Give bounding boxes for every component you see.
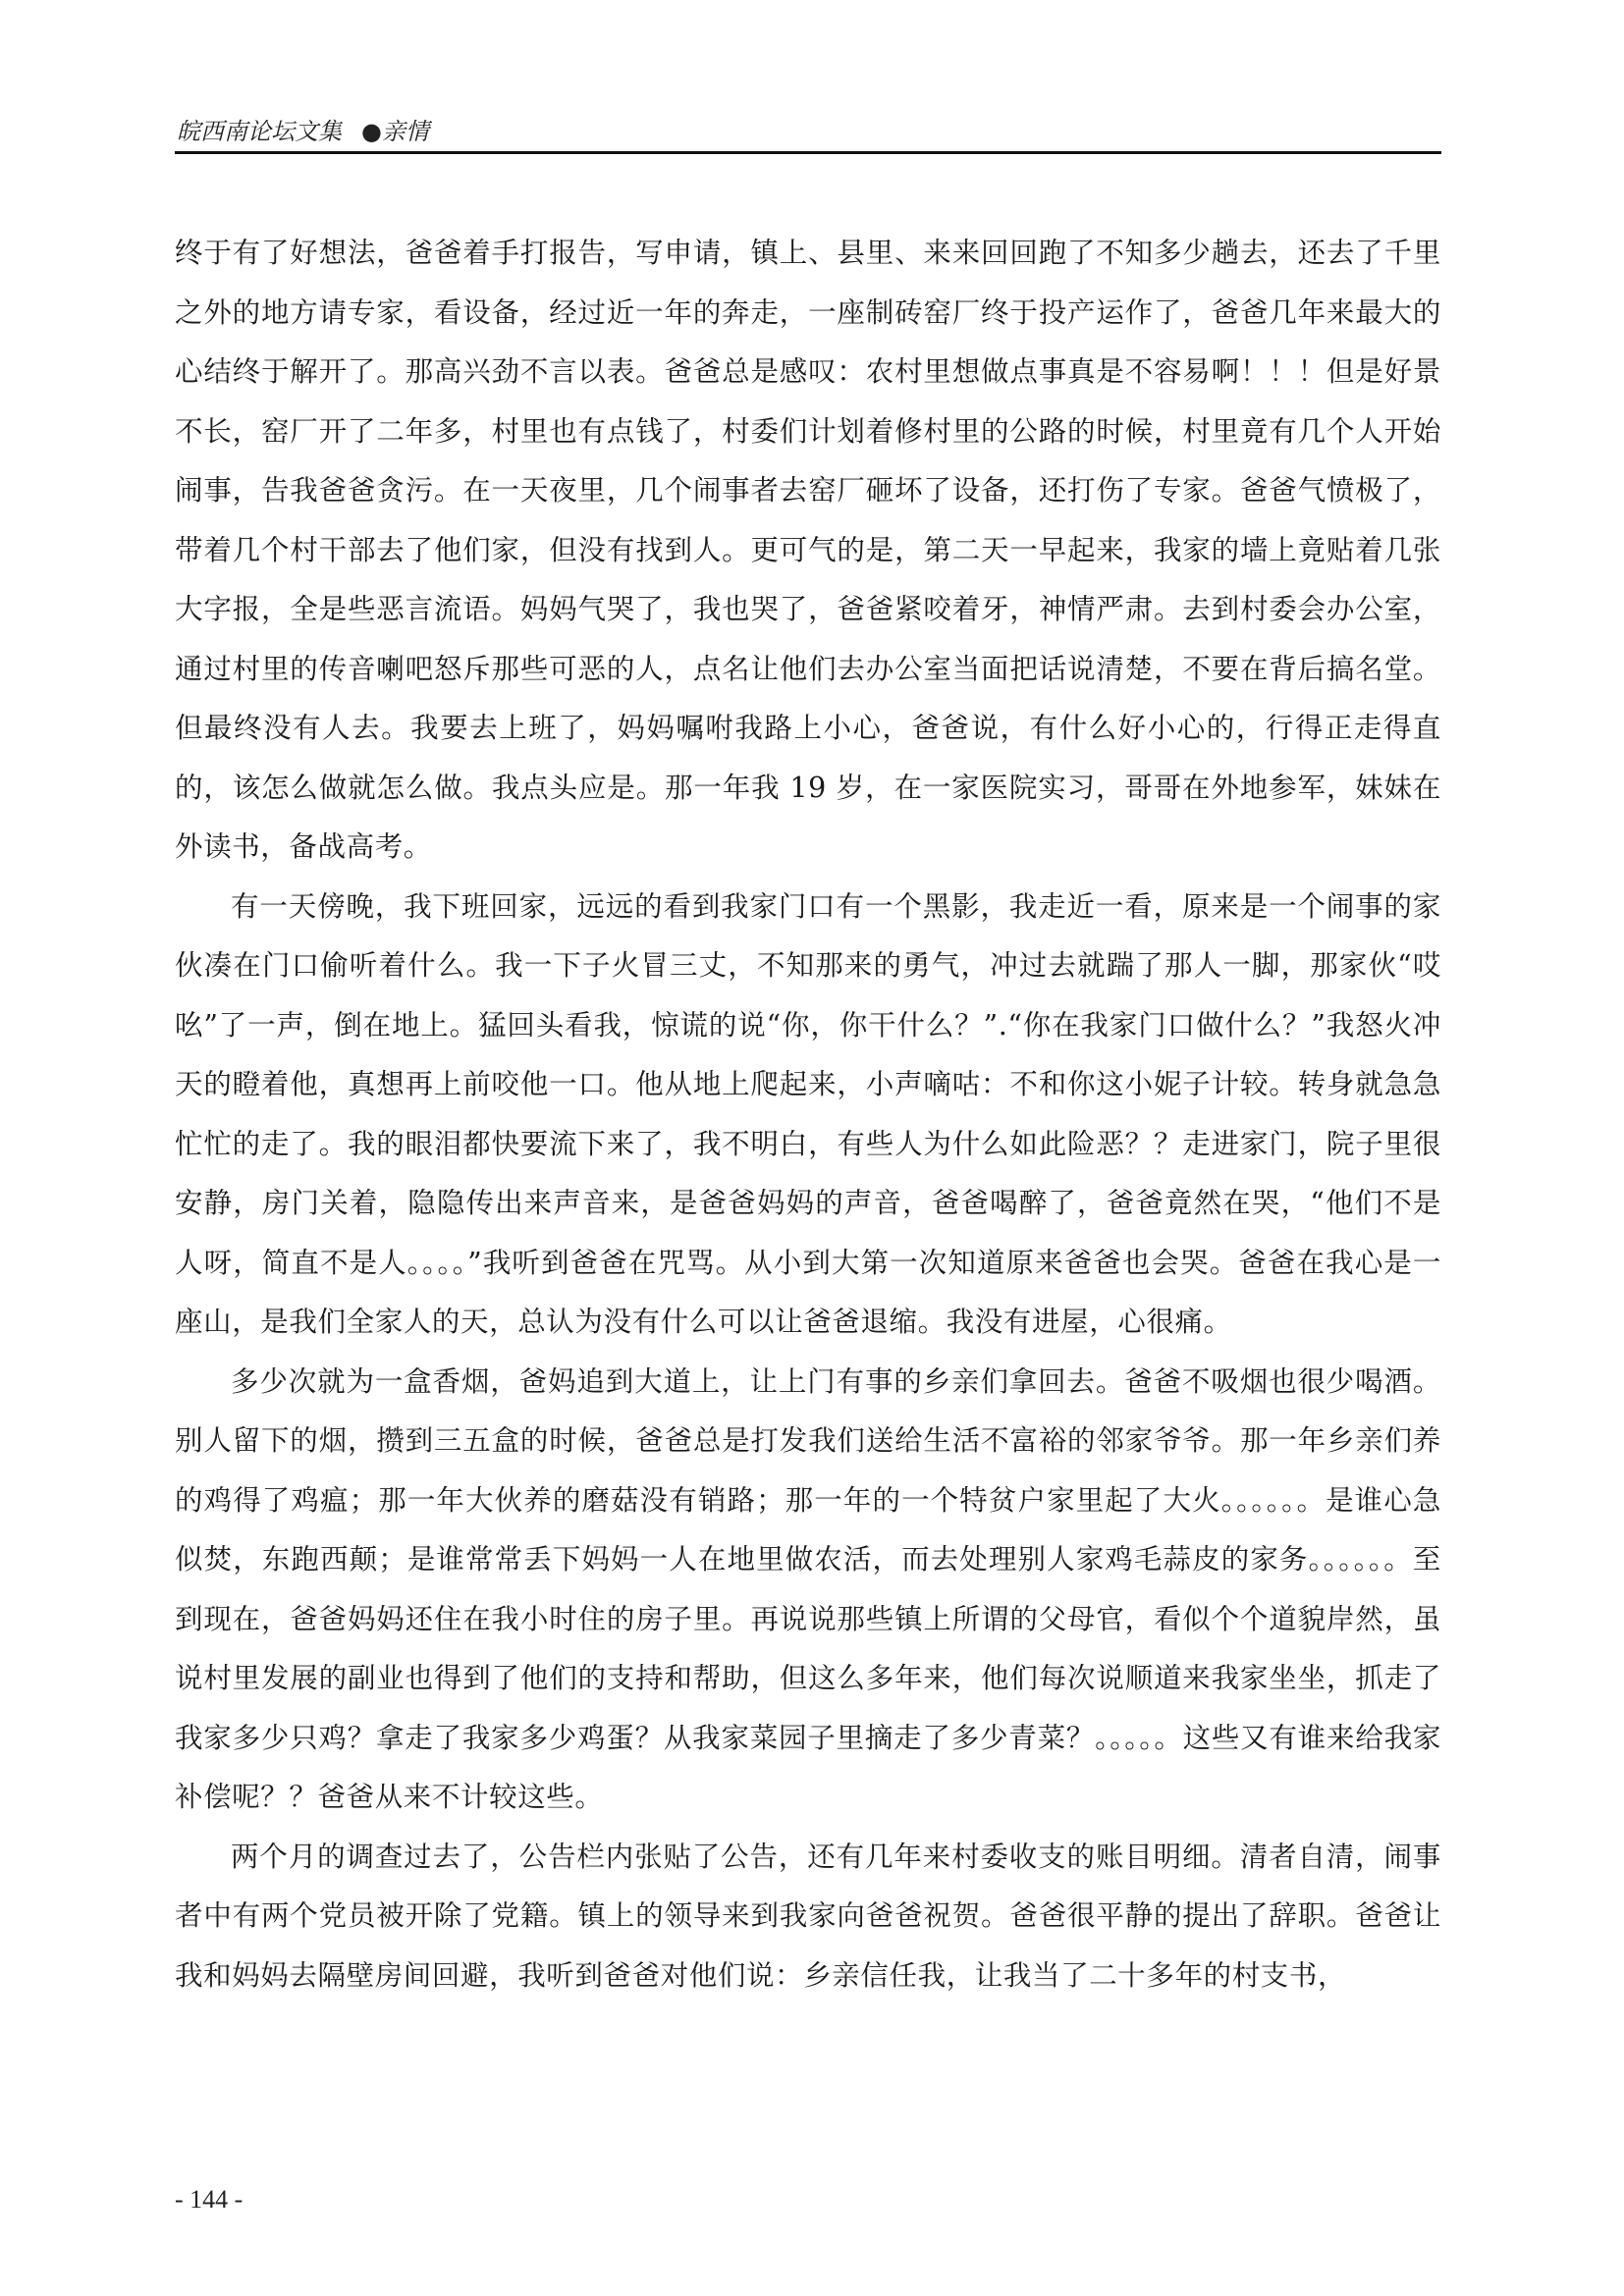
paragraph-4: 两个月的调查过去了，公告栏内张贴了公告，还有几年来村委收支的账目明细。清者自清，闹事者中有两个党员被开除了党籍。镇上的领导来到我家向爸爸祝贺。爸爸很平静的提出了辞职。爸爸让我和妈妈去隔壁房间回避，我听到爸爸对他们说：乡亲信任我，让我当了二十多年的村支书， (175, 1840, 1441, 1992)
page-number: - 144 - (175, 2185, 244, 2214)
book-title: 皖西南论坛文集 (177, 118, 342, 145)
article-body (175, 224, 1441, 2005)
paragraph-2: 有一天傍晚，我下班回家，远远的看到我家门口有一个黑影，我走近一看，原来是一个闹事的家伙凑在门口偷听着什么。我一下子火冒三丈，不知那来的勇气，冲过去就踹了那人一脚，那家伙“哎吆”了一声，倒在地上。猛回头看我，惊谎的说“你，你干什么？”.“你在我家门口做什么？”我怒火冲天的瞪着他，真想再上前咬他一口。他从地上爬起来，小声嘀咕：不和你这小妮子计较。转身就急急忙忙的走了。我的眼泪都快要流下来了，我不明白，有些人为什么如此险恶？？走进家门，院子里很安静，房门关着，隐隐传出来声音来，是爸爸妈妈的声音，爸爸喝醉了，爸爸竟然在哭，“他们不是人呀，简直不是人。。。。”我听到爸爸在咒骂。从小到大第一次知道原来爸爸也会哭。爸爸在我心是一座山，是我们全家人的天，总认为没有什么可以让爸爸退缩。我没有进屋，心很痛。 (175, 889, 1441, 1338)
section-label: ●亲情 (361, 118, 429, 145)
paragraph-1: 终于有了好想法，爸爸着手打报告，写申请，镇上、县里、来来回回跑了不知多少趟去，还去了千里之外的地方请专家，看设备，经过近一年的奔走，一座制砖窑厂终于投产运作了，爸爸几年来最大的心结终于解开了。那高兴劲不言以表。爸爸总是感叹：农村里想做点事真是不容易啊！！！但是好景不长，窑厂开了二年多，村里也有点钱了，村委们计划着修村里的公路的时候，村里竟有几个人开始闹事，告我爸爸贪污。在一天夜里，几个闹事者去窑厂砸坏了设备，还打伤了专家。爸爸气愤极了，带着几个村干部去了他们家，但没有找到人。更可气的是，第二天一早起来，我家的墙上竟贴着几张大字报，全是些恶言流语。妈妈气哭了，我也哭了，爸爸紧咬着牙，神情严肃。去到村委会办公室，通过村里的传音喇吧怒斥那些可恶的人，点名让他们去办公室当面把话说清楚，不要在背后搞名堂。但最终没有人去。我要去上班了，妈妈嘱咐我路上小心，爸爸说，有什么好小心的，行得正走得直的，该怎么做就怎么做。我点头应是。那一年我 19 岁，在一家医院实习，哥哥在外地参军，妹妹在外读书，备战高考。 (175, 237, 1441, 863)
running-header (175, 116, 1441, 155)
paragraph-3: 多少次就为一盒香烟，爸妈追到大道上，让上门有事的乡亲们拿回去。爸爸不吸烟也很少喝酒。别人留下的烟，攒到三五盒的时候，爸爸总是打发我们送给生活不富裕的邻家爷爷。那一年乡亲们养的鸡得了鸡瘟；那一年大伙养的磨菇没有销路；那一年的一个特贫户家里起了大火。。。。。。是谁心急似焚，东跑西颠；是谁常常丢下妈妈一人在地里做农活，而去处理别人家鸡毛蒜皮的家务。。。。。。至到现在，爸爸妈妈还住在我小时住的房子里。再说说那些镇上所谓的父母官，看似个个道貌岸然，虽说村里发展的副业也得到了他们的支持和帮助，但这么多年来，他们每次说顺道来我家坐坐，抓走了我家多少只鸡？拿走了我家多少鸡蛋？从我家菜园子里摘走了多少青菜？。。。。。这些又有谁来给我家补偿呢？？爸爸从来不计较这些。 (175, 1364, 1441, 1813)
header-divider (175, 151, 1441, 154)
